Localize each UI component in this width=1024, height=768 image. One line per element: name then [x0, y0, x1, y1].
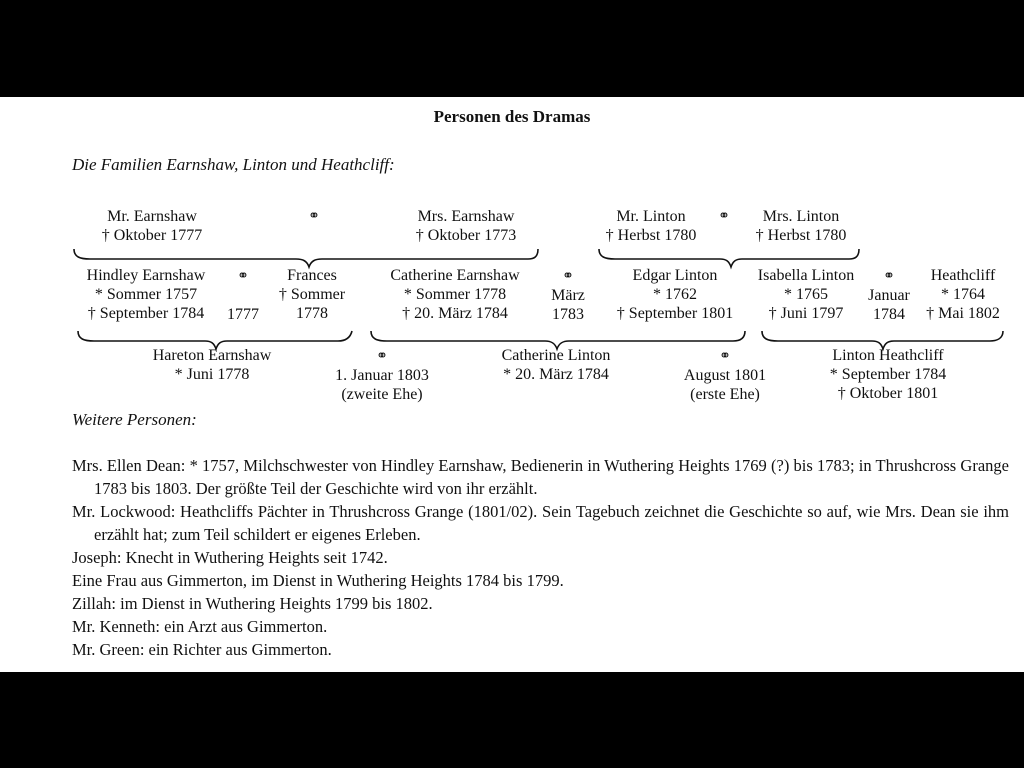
person-mrs-earnshaw: Mrs. Earnshaw † Oktober 1773	[415, 208, 517, 244]
person-edgar-linton: Edgar Linton * 1762 † September 1801	[616, 267, 734, 322]
page-title: Personen des Dramas	[433, 107, 591, 126]
marriage-hindley-frances: ⚭ 1777	[227, 269, 259, 323]
list-item: Mr. Kenneth: ein Arzt aus Gimmerton.	[72, 617, 328, 636]
person-isabella-linton: Isabella Linton * 1765 † Juni 1797	[757, 267, 855, 322]
person-catherine-earnshaw: Catherine Earnshaw * Sommer 1778 † 20. März 1784	[390, 267, 520, 322]
families-heading: Die Familien Earnshaw, Linton und Heathcliff:	[72, 155, 395, 174]
marriage-symbol: ⚭	[308, 209, 320, 224]
marriage-hareton-cathy: ⚭ 1. Januar 1803 (zweite Ehe)	[335, 349, 429, 403]
other-persons-heading: Weitere Personen:	[72, 410, 197, 429]
person-mr-linton: Mr. Linton † Herbst 1780	[605, 208, 697, 244]
person-heathcliff: Heathcliff * 1764 † Mai 1802	[926, 267, 1000, 322]
brace-linton-children	[599, 249, 859, 267]
marriage-isabella-heathcliff: ⚭ Januar 1784	[868, 269, 910, 323]
list-item: Eine Frau aus Gimmerton, im Dienst in Wuthering Heights 1784 bis 1799.	[72, 571, 564, 590]
marriage-catherine-edgar: ⚭ März 1783	[551, 269, 585, 323]
person-catherine-linton: Catherine Linton * 20. März 1784	[501, 347, 611, 383]
list-item: Joseph: Knecht in Wuthering Heights seit 1742.	[72, 548, 388, 567]
list-item: Zillah: im Dienst in Wuthering Heights 1799 bis 1802.	[72, 594, 433, 613]
list-item: Mr. Green: ein Richter aus Gimmerton.	[72, 640, 332, 659]
marriage-symbol: ⚭	[718, 209, 730, 224]
person-hindley: Hindley Earnshaw * Sommer 1757 † September 1784	[86, 267, 206, 322]
brace-earnshaw-children	[74, 249, 538, 267]
marriage-cathy-linton: ⚭ August 1801 (erste Ehe)	[683, 349, 767, 403]
list-item: Mr. Lockwood: Heathcliffs Pächter in Thrushcross Grange (1801/02). Sein Tagebuch zeichnet die Geschichte so auf, wie Mrs. Dean sie ihm erzählt hat; zum Teil schildert er eigenes Erleben.	[72, 502, 1009, 544]
person-frances: Frances † Sommer 1778	[278, 267, 346, 322]
list-item: Mrs. Ellen Dean: * 1757, Milchschwester von Hindley Earnshaw, Bedienerin in Wuthering Heights 1769 (?) bis 1783; in Thrushcross Grange 1783 bis 1803. Der größte Teil der Geschichte wird von ihr erzählt.	[72, 456, 1009, 498]
person-linton-heathcliff: Linton Heathcliff * September 1784 † Oktober 1801	[829, 347, 947, 402]
person-mrs-linton: Mrs. Linton † Herbst 1780	[755, 208, 847, 244]
person-hareton: Hareton Earnshaw * Juni 1778	[152, 347, 272, 383]
person-mr-earnshaw: Mr. Earnshaw † Oktober 1777	[101, 208, 203, 244]
other-persons-list	[72, 454, 1009, 661]
book-page	[0, 97, 1024, 672]
